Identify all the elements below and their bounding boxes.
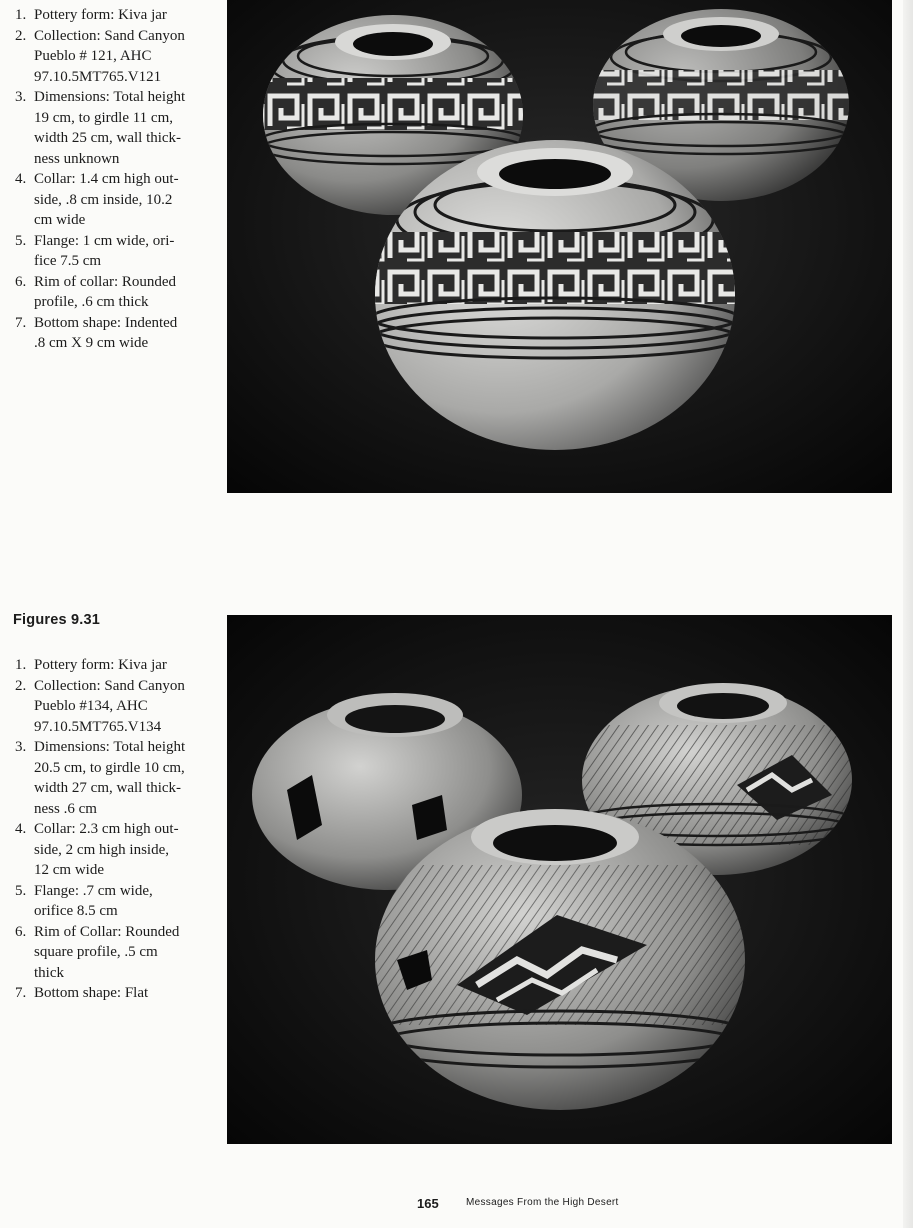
- spec-line: 97.10.5MT765.V134: [34, 718, 162, 735]
- spec-item: [0, 231, 215, 272]
- spec-line: Collar: 1.4 cm high out-: [34, 171, 179, 187]
- spec-number: 6.: [15, 273, 27, 290]
- spec-number: 7.: [15, 314, 27, 331]
- spec-line: Pottery form: Kiva jar: [34, 7, 167, 23]
- spec-number: 3.: [15, 739, 27, 755]
- figure-label: Figures 9.31: [13, 612, 101, 628]
- spec-line: side, .8 cm inside, 10.2: [34, 191, 173, 208]
- spec-number: 5.: [15, 882, 27, 899]
- spec-line: Dimensions: Total height: [34, 89, 186, 105]
- spec-item: [0, 169, 215, 231]
- spec-line: 20.5 cm, to girdle 10 cm,: [34, 759, 185, 776]
- bottom-spec-items: [0, 655, 215, 1004]
- book-title: Messages From the High Desert: [466, 1197, 619, 1208]
- spec-item: [0, 881, 215, 922]
- spec-number: 7.: [15, 985, 27, 1001]
- spec-line: orifice 8.5 cm: [34, 903, 118, 919]
- spec-line: Dimensions: Total height: [34, 739, 186, 755]
- spec-number: 1.: [15, 657, 27, 673]
- bottom-spec-list: [0, 655, 215, 1004]
- spec-line: 12 cm wide: [34, 862, 104, 878]
- spec-line: Collection: Sand Canyon: [34, 27, 185, 44]
- spec-line: Pueblo #134, AHC: [34, 698, 148, 714]
- spec-line: width 25 cm, wall thick-: [34, 130, 182, 146]
- spec-number: 3.: [15, 89, 27, 105]
- spec-item: [0, 87, 215, 169]
- spec-line: fice 7.5 cm: [34, 253, 102, 269]
- spec-number: 2.: [15, 27, 27, 44]
- spec-line: ness .6 cm: [34, 800, 97, 817]
- spec-item: [0, 676, 215, 738]
- spec-line: Bottom shape: Flat: [34, 985, 149, 1001]
- top-spec-items: [0, 5, 215, 354]
- spec-line: 19 cm, to girdle 11 cm,: [34, 109, 173, 126]
- spec-item: [0, 272, 215, 313]
- spec-number: 2.: [15, 677, 27, 694]
- spec-item: [0, 983, 215, 1004]
- spec-number: 1.: [15, 7, 27, 23]
- spec-item: [0, 5, 215, 26]
- spec-item: [0, 655, 215, 676]
- spec-number: 4.: [15, 821, 27, 837]
- spec-line: Pueblo # 121, AHC: [34, 48, 152, 64]
- bottom-kiva-jars-photo: [227, 615, 892, 1144]
- spec-line: profile, .6 cm thick: [34, 294, 149, 310]
- spec-number: 6.: [15, 923, 27, 940]
- spec-line: .8 cm X 9 cm wide: [34, 335, 149, 351]
- page-footer: [0, 1196, 913, 1216]
- spec-number: 4.: [15, 171, 27, 187]
- top-kiva-jars-photo: [227, 0, 892, 493]
- spec-line: square profile, .5 cm: [34, 944, 158, 960]
- spec-line: cm wide: [34, 212, 86, 228]
- spec-item: [0, 922, 215, 984]
- spec-item: [0, 313, 215, 354]
- spec-line: Rim of collar: Rounded: [34, 273, 177, 290]
- spec-line: Flange: .7 cm wide,: [34, 882, 153, 899]
- top-spec-list: [0, 5, 215, 354]
- spec-line: thick: [34, 964, 64, 981]
- spec-line: Pottery form: Kiva jar: [34, 657, 167, 673]
- spec-line: Flange: 1 cm wide, ori-: [34, 232, 175, 249]
- spec-item: [0, 26, 215, 88]
- spec-line: width 27 cm, wall thick-: [34, 780, 182, 796]
- spec-line: Collection: Sand Canyon: [34, 677, 185, 694]
- spec-line: Bottom shape: Indented: [34, 314, 178, 331]
- spec-number: 5.: [15, 232, 27, 249]
- spec-line: 97.10.5MT765.V121: [34, 68, 162, 85]
- spec-line: Collar: 2.3 cm high out-: [34, 821, 179, 837]
- page-number: 165: [417, 1196, 439, 1211]
- spec-line: Rim of Collar: Rounded: [34, 923, 180, 940]
- spec-item: [0, 737, 215, 819]
- spec-item: [0, 819, 215, 881]
- spec-line: ness unknown: [34, 150, 120, 167]
- page-edge: [903, 0, 913, 1228]
- spec-line: side, 2 cm high inside,: [34, 841, 169, 858]
